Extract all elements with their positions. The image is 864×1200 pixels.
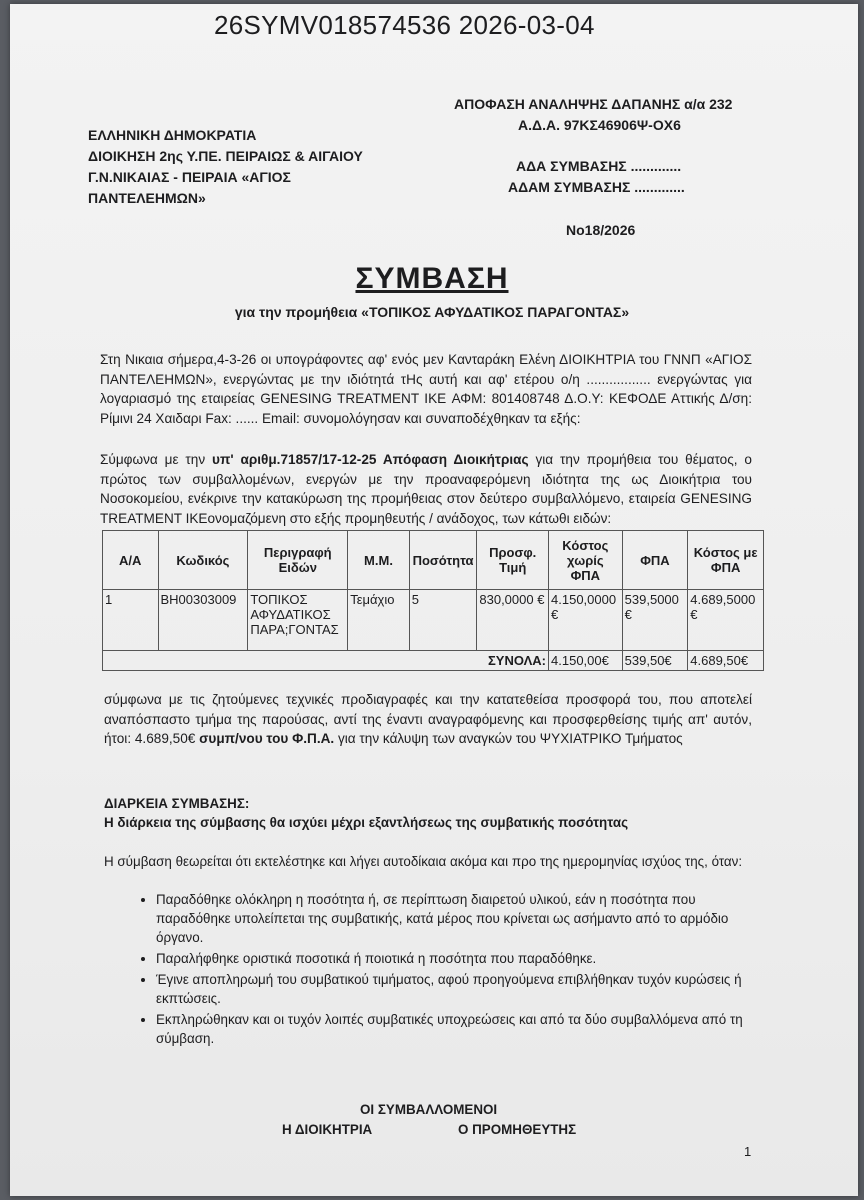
signatures-heading: ΟΙ ΣΥΜΒΑΛΛΟΜΕΝΟΙ [360, 1102, 498, 1117]
award-text-start: Σύμφωνα με την [100, 452, 213, 467]
decision-line: ΑΠΟΦΑΣΗ ΑΝΑΛΗΨΗΣ ΔΑΠΑΝΗΣ α/α 232 [454, 96, 733, 112]
col-cost-gross: Κόστος με ΦΠΑ [688, 531, 764, 590]
adam-contract-line: ΑΔΑΜ ΣΥΜΒΑΣΗΣ ............. [508, 179, 685, 195]
table-header-row [103, 531, 764, 590]
cell-code: ΒΗ00303009 [158, 590, 248, 651]
col-aa: Α/Α [103, 531, 159, 590]
page-number: 1 [744, 1144, 752, 1159]
cell-price: 830,0000 € [477, 590, 549, 651]
ada-line: Α.Δ.Α. 97ΚΣ46906Ψ-ΟΧ6 [518, 117, 681, 133]
cell-unit: Τεμάχιο [348, 590, 410, 651]
specs-paragraph [104, 690, 752, 749]
conditions-intro: Η σύμβαση θεωρείται ότι εκτελέστηκε και λήγει αυτοδίκαια ακόμα και προ της ημερομηνίας ισχύος της, όταν: [104, 854, 743, 869]
contract-number: Νο18/2026 [566, 222, 636, 238]
cell-cost-net: 4.150,0000 € [549, 590, 623, 651]
cell-quantity: 5 [409, 590, 477, 651]
ada-contract-line: ΑΔΑ ΣΥΜΒΑΣΗΣ ............. [516, 158, 682, 174]
award-paragraph [100, 450, 752, 528]
totals-row [103, 651, 764, 671]
specs-text-start: σύμφωνα με τις ζητούμενες τεχνικές προδιαγραφές και την κατατεθείσα προσφορά του, που αποτελεί αναπόσπαστο τμήμα της παρούσας, αντί της έναντι αναγραφόμενης και προσφερθείσης τιμής απ' αυτόν, ήτοι: 4.689,50€ [104, 692, 752, 746]
document-subtitle: για την προμήθεια «ΤΟΠΙΚΟΣ ΑΦΥΔΑΤΙΚΟΣ ΠΑΡΑΓΟΝΤΑΣ» [234, 304, 630, 320]
issuer-line-2: ΔΙΟΙΚΗΣΗ 2ης Υ.ΠΕ. ΠΕΙΡΑΙΩΣ & ΑΙΓΑΙΟΥ [88, 148, 363, 164]
col-code: Κωδικός [158, 531, 248, 590]
document-id-stamp: 26SYMV018574536 2026-03-04 [214, 10, 595, 40]
totals-label: ΣΥΝΟΛΑ: [103, 651, 549, 671]
cell-cost-gross: 4.689,5000 € [688, 590, 764, 651]
signature-supplier: Ο ΠΡΟΜΗΘΕΥΤΗΣ [458, 1122, 577, 1137]
cell-description: ΤΟΠΙΚΟΣ ΑΦΥΔΑΤΙΚΟΣ ΠΑΡΑ;ΓΟΝΤΑΣ [248, 590, 348, 651]
total-vat: 539,50€ [622, 651, 688, 671]
intro-paragraph: Στη Νικαια σήμερα,4-3-26 οι υπογράφοντες αφ' ενός μεν Κανταράκη Ελένη ΔΙΟΙΚΗΤΡΙΑ του ΓΝΝΠ «ΑΓΙΟΣ ΠΑΝΤΕΛΕΗΜΩΝ», ενεργώντας με την ιδιότητά τΗς αυτή και αφ' ετέρου ο/η ................. ενεργώντας για λογαριασμό της εταιρείας GENESING TREATMENT IKE ΑΦΜ: 801408748 Δ.Ο.Υ: ΚΕΦΟΔΕ Αττικής Δ/ση: Ρίμινι 24 Χαιδαρι Fax: ...... Email: συνομολόγησαν και συναποδέχθηκαν τα εξής: [100, 352, 752, 426]
decision-reference: υπ' αριθμ.71857/17-12-25 Απόφαση Διοικήτριας [212, 452, 529, 467]
list-item: • Παραλήφθηκε οριστικά ποσοτικά ή ποιοτικά η ποσότητα που παραδόθηκε. [156, 949, 768, 968]
list-item: • Έγινε αποπληρωμή του συμβατικού τιμήματος, αφού προηγούμενα επιβλήθηκαν τυχόν κυρώσεις ή εκπτώσεις. [156, 970, 768, 1008]
document-title: ΣΥΜΒΑΣΗ [355, 262, 509, 295]
col-unit: Μ.Μ. [348, 531, 410, 590]
issuer-line-1: ΕΛΛΗΝΙΚΗ ΔΗΜΟΚΡΑΤΙΑ [88, 127, 257, 143]
issuer-line-4: ΠΑΝΤΕΛΕΗΜΩΝ» [88, 190, 206, 206]
total-net: 4.150,00€ [549, 651, 623, 671]
issuer-line-3: Γ.Ν.ΝΙΚΑΙΑΣ - ΠΕΙΡΑΙΑ «ΑΓΙΟΣ [88, 169, 291, 185]
duration-heading: ΔΙΑΡΚΕΙΑ ΣΥΜΒΑΣΗΣ: [104, 796, 250, 811]
cell-aa: 1 [103, 590, 159, 651]
conditions-list [134, 890, 768, 1050]
specs-text-end: για την κάλυψη των αναγκών του ΨΥΧΙΑΤΡΙΚΟ Τμήματος [334, 731, 683, 746]
duration-text: Η διάρκεια της σύμβασης θα ισχύει μέχρι εξαντλήσεως της συμβατικής ποσότητας [104, 815, 629, 830]
table-row [103, 590, 764, 651]
col-vat: ΦΠΑ [622, 531, 688, 590]
col-quantity: Ποσότητα [409, 531, 477, 590]
col-description: Περιγραφή Ειδών [248, 531, 348, 590]
items-table [102, 530, 764, 671]
award-text-end: για την προμήθεια του θέματος, ο πρώτος των συμβαλλομένων, ενεργών με την προαναφερόμενη ιδιότητα της ως Διοικήτρια του Νοσοκομείου, ενέκρινε την κατακύρωση της προμήθειας στον δεύτερο συμβαλλόμενο, εταιρεία GENESING TREATMENT IKEονομαζόμενη στο εξής προμηθευτής / ανάδοχος, των κάτωθι ειδών: [100, 452, 752, 526]
signature-director: Η ΔΙΟΙΚΗΤΡΙΑ [282, 1122, 373, 1137]
col-price: Προσφ. Τιμή [477, 531, 549, 590]
col-cost-net: Κόστος χωρίς ΦΠΑ [549, 531, 623, 590]
total-gross: 4.689,50€ [688, 651, 764, 671]
list-item: • Εκπληρώθηκαν και οι τυχόν λοιπές συμβατικές υποχρεώσεις και από τα δύο συμβαλλόμενα από τη σύμβαση. [156, 1010, 768, 1048]
issuer-block [88, 125, 363, 209]
list-item: • Παραδόθηκε ολόκληρη η ποσότητα ή, σε περίπτωση διαιρετού υλικού, εάν η ποσότητα που παραδόθηκε υπολείπεται της συμβατικής, κατά μέρος που κρίνεται ως ασήμαντο από το αρμόδιο όργανο. [156, 890, 768, 947]
cell-vat: 539,5000 € [622, 590, 688, 651]
vat-included-note: συμπ/νου του Φ.Π.Α. [199, 731, 335, 746]
